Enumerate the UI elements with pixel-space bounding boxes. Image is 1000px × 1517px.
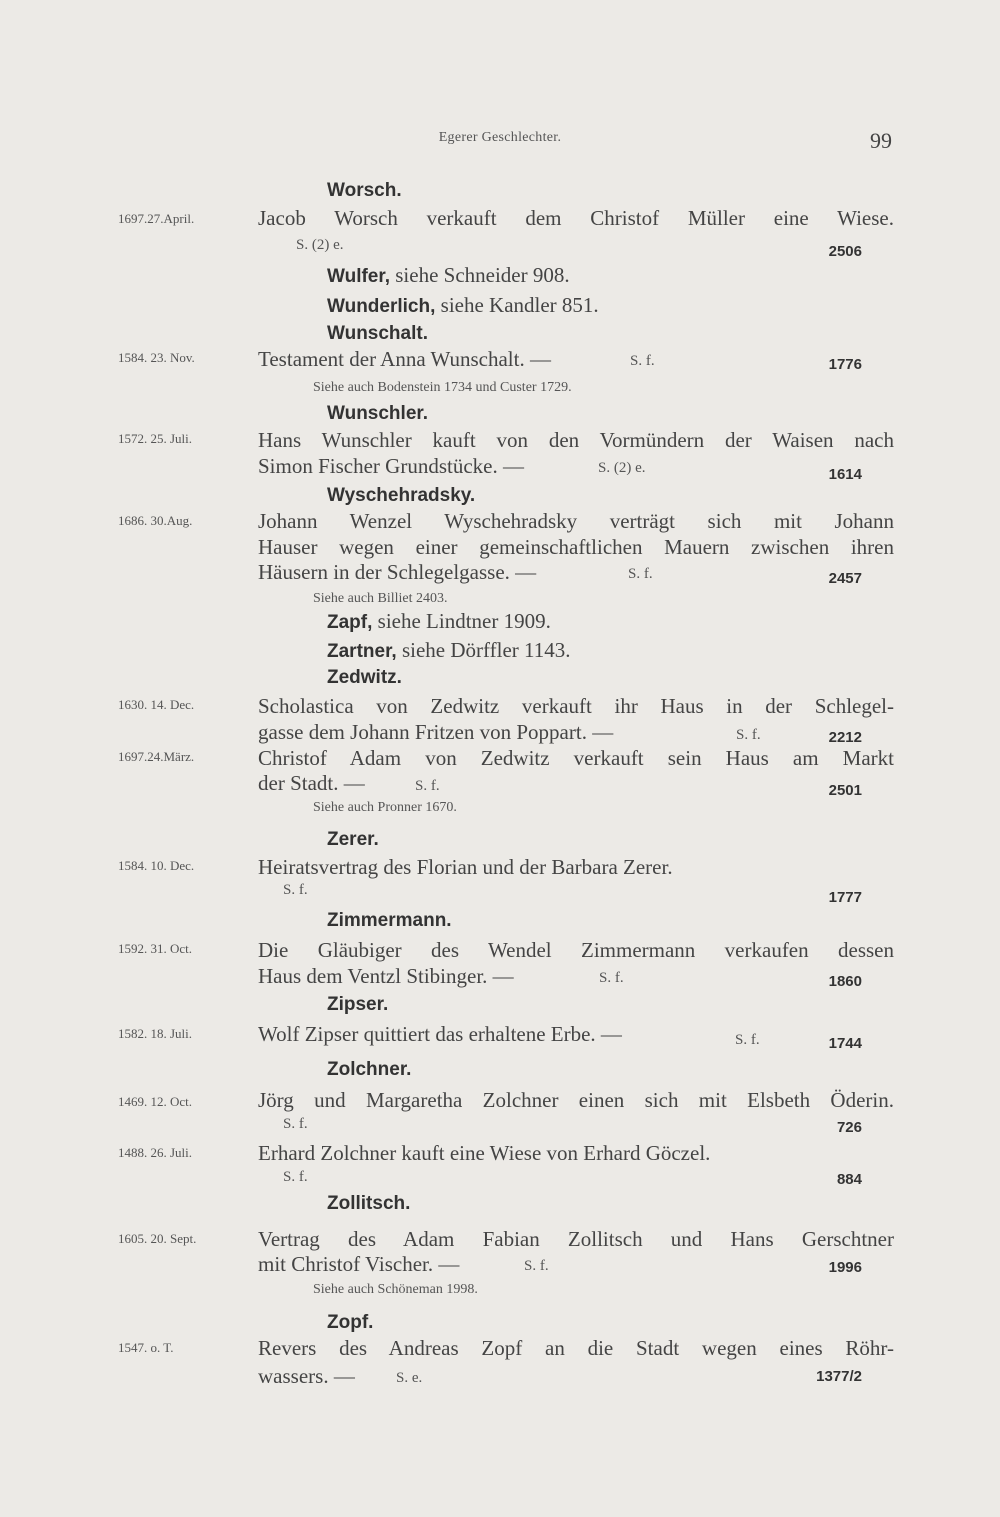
entry-text: Revers des Andreas Zopf an die Stadt wegen eines Röhr- (258, 1336, 894, 1360)
heading-zollitsch: Zollitsch. (327, 1193, 411, 1214)
heading-wunschler: Wunschler. (327, 403, 429, 424)
entry-text: mit Christof Vischer. — (258, 1252, 460, 1276)
heading-name: Wulfer, (327, 266, 390, 287)
entry-date: 1630. 14. Dec. (118, 697, 195, 712)
entry-source: S. f. (524, 1258, 549, 1274)
entry-number: 1614 (828, 466, 862, 483)
entry-date: 1592. 31. Oct. (118, 941, 193, 956)
heading-wunschalt: Wunschalt. (327, 323, 428, 344)
entry-text: Die Gläubiger des Wendel Zimmermann verkaufen dessen (258, 938, 894, 962)
cross-reference: siehe Schneider 908. (390, 263, 570, 287)
entry-number: 2506 (828, 243, 862, 260)
entry-source: S. f. (630, 353, 655, 369)
heading-name: Zartner, (327, 641, 397, 662)
entry-number: 1996 (828, 1259, 862, 1276)
entry-text: Jacob Worsch verkauft dem Christof Müller eine Wiese. (258, 206, 894, 230)
entry-date: 1488. 26. Juli. (118, 1145, 193, 1160)
heading-wunderlich (327, 293, 599, 318)
entry-source: S. f. (283, 1116, 308, 1132)
entry-number: 2457 (828, 570, 862, 587)
heading-zopf: Zopf. (327, 1312, 374, 1333)
entry-date: 1572. 25. Juli. (118, 431, 193, 446)
heading-wulfer (327, 263, 570, 288)
cross-reference: siehe Dörffler 1143. (396, 638, 571, 662)
cross-reference: siehe Lindtner 1909. (372, 609, 551, 633)
entry-text: wassers. — (258, 1364, 355, 1388)
entry-text: Scholastica von Zedwitz verkauft ihr Haus in der Schlegel- (258, 694, 894, 718)
entry-text: Testament der Anna Wunschalt. — (258, 347, 551, 371)
entry-text: gasse dem Johann Fritzen von Poppart. — (258, 720, 614, 744)
entry-source: S. f. (283, 1169, 308, 1185)
entry-date: 1584. 23. Nov. (118, 350, 195, 365)
entry-text: Erhard Zolchner kauft eine Wiese von Erhard Göczel. (258, 1141, 711, 1165)
entry-number: 1860 (828, 973, 862, 990)
entry-text: Vertrag des Adam Fabian Zollitsch und Hans Gerschtner (258, 1227, 894, 1251)
entry-date: 1584. 10. Dec. (118, 858, 195, 873)
entry-text: Hauser wegen einer gemeinschaftlichen Mauern zwischen ihren (258, 535, 894, 559)
entry-number: 1777 (828, 889, 862, 906)
heading-zapf (327, 609, 551, 634)
entry-number: 1776 (828, 356, 862, 373)
entry-number: 1744 (828, 1035, 862, 1052)
see-also: Siehe auch Schöneman 1998. (313, 1282, 478, 1297)
see-also: Siehe auch Pronner 1670. (313, 800, 457, 815)
entry-date: 1697.24.März. (118, 749, 195, 764)
entry-source: S. f. (628, 566, 653, 582)
entry-number: 2212 (828, 729, 862, 746)
entry-text: Wolf Zipser quittiert das erhaltene Erbe. — (258, 1022, 622, 1046)
entry-number: 1377/2 (816, 1368, 862, 1385)
entry-source: S. f. (415, 778, 440, 794)
entry-source: S. f. (736, 727, 761, 743)
entry-source: S. (2) e. (296, 237, 344, 253)
running-head: Egerer Geschlechter. (438, 130, 562, 145)
see-also: Siehe auch Billiet 2403. (313, 591, 448, 606)
heading-name: Wunderlich, (327, 296, 436, 317)
entry-text: Simon Fischer Grundstücke. — (258, 454, 524, 478)
entry-text: Johann Wenzel Wyschehradsky verträgt sich mit Johann (258, 509, 894, 533)
entry-date: 1547. o. T. (118, 1340, 174, 1355)
entry-number: 2501 (828, 782, 862, 799)
entry-text: Häusern in der Schlegelgasse. — (258, 560, 537, 584)
entry-date: 1582. 18. Juli. (118, 1026, 193, 1041)
cross-reference: siehe Kandler 851. (435, 293, 599, 317)
see-also: Siehe auch Bodenstein 1734 und Custer 1729. (313, 380, 572, 395)
entry-source: S. f. (735, 1032, 760, 1048)
entry-text: Hans Wunschler kauft von den Vormündern der Waisen nach (258, 428, 894, 452)
entry-source: S. (2) e. (598, 460, 646, 476)
heading-zerer: Zerer. (327, 829, 379, 850)
entry-source: S. f. (599, 970, 624, 986)
heading-worsch: Worsch. (327, 180, 402, 201)
entry-number: 726 (836, 1119, 862, 1136)
entry-text: Heiratsvertrag des Florian und der Barbara Zerer. (258, 855, 673, 879)
entry-source: S. e. (396, 1370, 423, 1386)
entry-number: 884 (836, 1171, 862, 1188)
entry-text: der Stadt. — (258, 771, 365, 795)
entry-date: 1605. 20. Sept. (118, 1231, 197, 1246)
entry-date: 1686. 30.Aug. (118, 513, 193, 528)
heading-zipser: Zipser. (327, 994, 389, 1015)
entry-text: Haus dem Ventzl Stibinger. — (258, 964, 514, 988)
heading-wyschehradsky: Wyschehradsky. (327, 485, 476, 506)
entry-source: S. f. (283, 882, 308, 898)
heading-name: Zapf, (327, 612, 373, 633)
heading-zolchner: Zolchner. (327, 1059, 412, 1080)
entry-text: Jörg und Margaretha Zolchner einen sich mit Elsbeth Öderin. (258, 1088, 894, 1112)
heading-zartner (327, 638, 571, 663)
heading-zimmermann: Zimmermann. (327, 910, 452, 931)
entry-date: 1697.27.April. (118, 211, 195, 226)
entry-text: Christof Adam von Zedwitz verkauft sein Haus am Markt (258, 746, 894, 770)
heading-zedwitz: Zedwitz. (327, 667, 402, 688)
page-number: 99 (870, 128, 892, 153)
entry-date: 1469. 12. Oct. (118, 1094, 193, 1109)
